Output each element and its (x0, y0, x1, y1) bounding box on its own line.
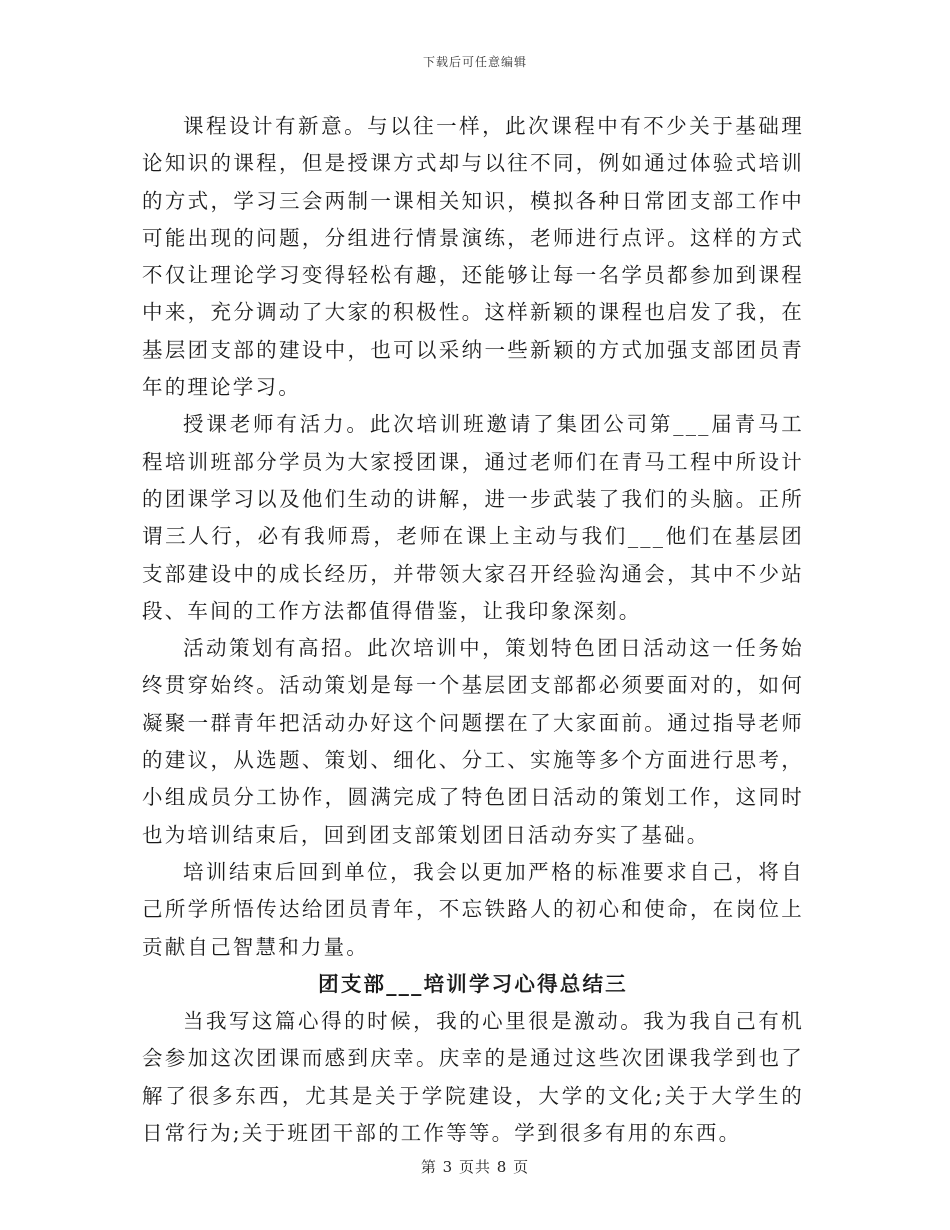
page-header-note: 下载后可任意编辑 (422, 55, 527, 69)
paragraph-section-three: 当我写这篇心得的时候，我的心里很是激动。我为我自己有机会参加这次团课而感到庆幸。庆幸的是通过这些次团课我学到也了解了很多东西，尤其是关于学院建设，大学的文化;关于大学生的日常行为;关于班团干部的工作等等。学到很多有用的东西。 (142, 1009, 804, 1146)
paragraph-activity-planning: 活动策划有高招。此次培训中，策划特色团日活动这一任务始终贯穿始终。活动策划是每一个基层团支部都必须要面对的，如何凝聚一群青年把活动办好这个问题摆在了大家面前。通过指导老师的建议，从选题、策划、细化、分工、实施等多个方面进行思考，小组成员分工协作，圆满完成了特色团日活动的策划工作，这同时也为培训结束后，回到团支部策划团日活动夯实了基础。 (142, 636, 804, 847)
paragraph-course-design: 课程设计有新意。与以往一样，此次课程中有不少关于基础理论知识的课程，但是授课方式却与以往不同，例如通过体验式培训的方式，学习三会两制一课相关知识，模拟各种日常团支部工作中可能出现的问题，分组进行情景演练，老师进行点评。这样的方式不仅让理论学习变得轻松有趣，还能够让每一名学员都参加到课程中来，充分调动了大家的积极性。这样新颖的课程也启发了我，在基层团支部的建设中，也可以采纳一些新颖的方式加强支部团员青年的理论学习。 (142, 114, 804, 400)
section-heading: 团支部___培训学习心得总结三 (318, 971, 628, 996)
paragraph-teachers: 授课老师有活力。此次培训班邀请了集团公司第___届青马工程培训班部分学员为大家授团课，通过老师们在青马工程中所设计的团课学习以及他们生动的讲解，进一步武装了我们的头脑。正所谓三人行，必有我师焉，老师在课上主动与我们___他们在基层团支部建设中的成长经历，并带领大家召开经验沟通会，其中不少站段、车间的工作方法都值得借鉴，让我印象深刻。 (142, 412, 804, 623)
page-number-footer: 第 3 页共 8 页 (420, 1158, 530, 1176)
paragraph-conclusion: 培训结束后回到单位，我会以更加严格的标准要求自己，将自己所学所悟传达给团员青年，不忘铁路人的初心和使命，在岗位上贡献自己智慧和力量。 (142, 859, 804, 959)
document-body (142, 108, 804, 1152)
